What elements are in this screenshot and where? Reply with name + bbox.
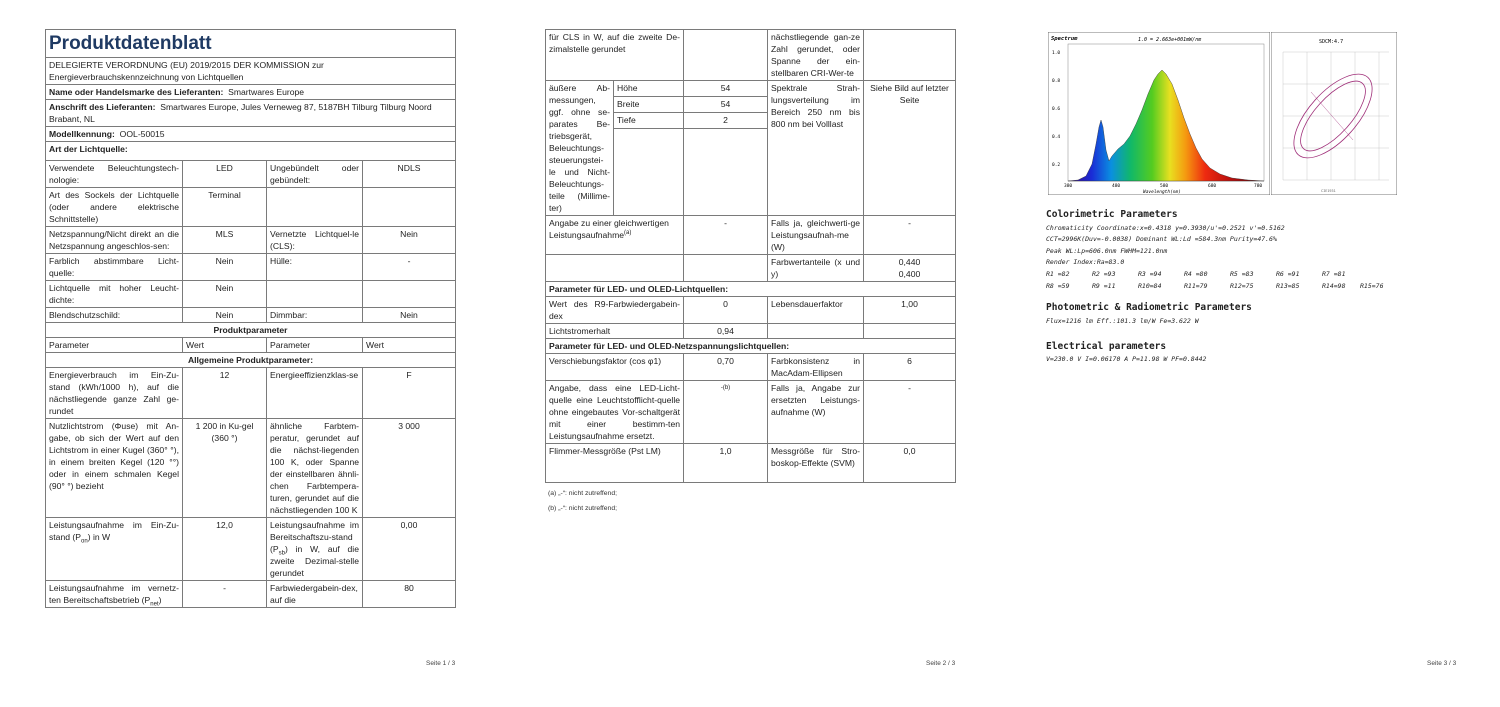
param-name: Lichtstromerhalt [546,324,684,339]
param-name: Lebensdauerfaktor [768,297,864,324]
col-value: Wert [363,338,456,353]
param-name: Falls ja, Angabe zur ersetzten Leistungs-aufnahme (W) [768,381,864,444]
photometric-line: Flux=1216 lm Eff.:101.3 lm/W Fe=3.622 W [1046,317,1199,325]
table-row [46,188,456,227]
param-name: Ungebündelt oder gebündelt: [267,161,363,188]
footnote-a: (a) „-“: nicht zutreffend; [548,490,618,497]
sdcm-frame [1271,32,1397,195]
y-tick: 0.8 [1052,79,1061,84]
model-label: Modellkennung: [49,129,115,139]
render-index-value: R4 =80 [1184,270,1208,278]
render-index-value: R9 =11 [1092,282,1116,290]
param-value: 0 [684,297,768,324]
param-name: Falls ja, gleichwerti-ge Leistungsaufnah-me (W) [768,216,864,255]
datasheet-table-2 [545,29,956,483]
sdcm-chart [1271,32,1397,195]
param-name: Vernetzte Lichtquel-le (CLS): [267,227,363,254]
table-row [546,444,956,483]
spectrum-label: Spectrum [1051,36,1078,42]
page-2 [500,0,990,707]
spectrum-chart [1048,32,1270,195]
empty-cell [864,324,956,339]
height-label: Höhe [614,81,684,97]
page-footer: Seite 2 / 3 [926,660,956,667]
x-tick: 580 [1160,184,1169,189]
param-value: - [864,216,956,255]
model-row [46,127,456,142]
param-name: nächstliegende gan-ze Zahl gerundet, oder Spanne der ein-stellbaren CRI-Wer-te [768,30,864,81]
page-footer: Seite 1 / 3 [426,660,456,667]
param-value: 12 [183,368,267,419]
param-value: 0,0 [864,444,956,483]
render-index-value: R10=84 [1138,282,1162,290]
param-value [363,281,456,308]
width-value: 54 [684,97,768,113]
render-index-value: R8 =59 [1046,282,1070,290]
param-value: - [183,581,267,608]
param-value: -(b) [684,381,768,444]
section-heading: Art der Lichtquelle: [46,142,456,161]
param-name: Farbwiedergabein-dex, auf die [267,581,363,608]
x-tick: 680 [1208,184,1217,189]
table-row [46,518,456,581]
param-name: Blendschutzschild: [46,308,183,323]
spectrum-formula: 1.0 = 2.663e+001mW/nm [1138,37,1202,43]
col-param: Parameter [46,338,183,353]
x-tick: 780 [1254,184,1263,189]
regulation-text: DELEGIERTE VERORDNUNG (EU) 2019/2015 DER KOMMISSION zur Energieverbrauchskennzeichnung von Lichtquellen [46,58,456,85]
empty-cell [684,129,768,216]
model-value: OOL-50015 [119,129,165,139]
render-index-value: R6 =91 [1276,270,1300,278]
param-value [684,30,768,81]
y-tick: 0.2 [1052,163,1061,168]
table-row [546,81,956,97]
address-label: Anschrift des Lieferanten: [49,102,156,112]
param-name: Leistungsaufnahme im Ein-Zu-stand $(P_{on})$ in W [46,518,183,581]
param-value [864,30,956,81]
x-tick: 380 [1064,184,1073,189]
table-row [46,308,456,323]
empty-cell [684,255,768,282]
render-index-value: R1 =82 [1046,270,1070,278]
param-name: Dimmbar: [267,308,363,323]
param-value: 3 000 [363,419,456,518]
table-row [546,381,956,444]
param-name: Farblich abstimmbare Licht-quelle: [46,254,183,281]
param-value: F [363,368,456,419]
address-value: Smartwares Europe, Jules Verneweg 87, 5187BH Tilburg Tilburg Noord Brabant, NL [49,102,432,124]
colorimetric-line: Peak WL:Lp=606.0nm FWHM=121.0nm [1046,247,1168,255]
section-heading: Parameter für LED- und OLED-Lichtquellen: [546,282,956,297]
empty-cell [614,129,684,216]
colorimetric-line: Chromaticity Coordinate:x=0.4318 y=0.3930/u'=0.2521 v'=0.5162 [1046,224,1285,232]
param-value: 0,440 0,400 [864,255,956,282]
param-name: ähnliche Farbtem-peratur, gerundet auf die nächst-liegenden 100 K, oder Spanne der einstellbaren ähnli-chen Farbtempera-turen, gerundet auf die nächstliegenden 100 K [267,419,363,518]
table-row [46,281,456,308]
colorimetric-line: Render Index:Ra=83.0 [1046,258,1125,266]
param-value: Siehe Bild auf letzter Seite [864,81,956,216]
param-value: - [864,381,956,444]
table-row [46,254,456,281]
param-value: 1,0 [684,444,768,483]
param-value: 1,00 [864,297,956,324]
param-value: 0,70 [684,354,768,381]
page-title: Produktdatenblatt [46,30,456,58]
render-index-value: R13=85 [1276,282,1300,290]
table-row [46,161,456,188]
param-value: LED [183,161,267,188]
param-value: 80 [363,581,456,608]
empty-cell [768,324,864,339]
col-param: Parameter [267,338,363,353]
param-name [267,188,363,227]
table-row [46,581,456,608]
param-name: Flimmer-Messgröße (Pst LM) [546,444,684,483]
param-value: Nein [183,254,267,281]
address-row [46,100,456,127]
table-row [46,419,456,518]
param-value: Nein [363,308,456,323]
param-name: für CLS in W, auf die zweite De-zimalstelle gerundet [546,30,684,81]
sdcm-label: SDCM:4.7 [1319,39,1344,45]
param-name: Hülle: [267,254,363,281]
param-name: Angabe zu einer gleichwertigen Leistungsaufnahme$^{(a)}$ [546,216,684,255]
param-value: 1 200 in Ku-gel (360 °) [183,419,267,518]
param-name: Nutzlichtstrom (Φuse) mit An-gabe, ob sich der Wert auf den Lichtstrom in einer Kugel (360° °), in einem breiten Kegel (120 °°) oder in einem schmalen Kegel (90° °) bezieht [46,419,183,518]
param-name: Wert des R9-Farbwiedergabein-dex [546,297,684,324]
table-row [546,30,956,81]
render-index-value: R3 =94 [1138,270,1162,278]
render-index-value: R7 =81 [1322,270,1346,278]
footnote-b: (b) „-“: nicht zutreffend; [548,505,618,512]
param-value: - [363,254,456,281]
render-index-value: R11=79 [1184,282,1208,290]
electrical-heading: Electrical parameters [1046,341,1167,352]
product-params-heading: Produktparameter [46,323,456,338]
x-tick: 480 [1112,184,1121,189]
render-index-value: R14=98 [1322,282,1346,290]
supplier-value: Smartwares Europe [228,87,305,97]
sdcm-caption: CIE1931 [1321,189,1336,193]
col-value: Wert [183,338,267,353]
param-value: NDLS [363,161,456,188]
page-1 [0,0,490,707]
param-name: Energieverbrauch im Ein-Zu-stand (kWh/1000 h), auf die nächstliegende ganze Zahl ge-rundet [46,368,183,419]
param-value: - [684,216,768,255]
param-name: Leistungsaufnahme im Bereitschaftszu-stand $(P_{sb})$ in W, auf die zweite Dezimal-stelle gerundet [267,518,363,581]
param-value: 6 [864,354,956,381]
colorimetric-heading: Colorimetric Parameters [1046,209,1178,220]
colorimetric-line: CCT=2996K(Duv=-0.0038) Dominant WL:Ld =584.3nm Purity=47.6% [1046,235,1277,243]
param-name: Netzspannung/Nicht direkt an die Netzspannung angeschlos-sen: [46,227,183,254]
render-index-value: R2 =93 [1092,270,1116,278]
empty-cell [546,255,684,282]
param-value [363,188,456,227]
page-footer: Seite 3 / 3 [1427,660,1457,667]
section-heading: Parameter für LED- und OLED-Netzspannungslichtquellen: [546,339,956,354]
electrical-line: V=230.0 V I=0.06170 A P=11.98 W PF=0.8442 [1046,355,1207,363]
height-value: 54 [684,81,768,97]
param-value: Terminal [183,188,267,227]
supplier-label: Name oder Handelsmarke des Lieferanten: [49,87,224,97]
param-name: Farbkonsistenz in MacAdam-Ellipsen [768,354,864,381]
dimensions-label: äußere Ab-messungen, ggf. ohne se-parates Be-triebsgerät, Beleuchtungs-steuerungstei-le und Nicht-Beleuchtungs-teile (Millime-ter) [546,81,614,216]
y-tick: 0.6 [1052,107,1061,112]
param-name [267,281,363,308]
y-tick: 1.0 [1052,51,1061,56]
depth-value: 2 [684,113,768,129]
table-row [546,255,956,282]
depth-label: Tiefe [614,113,684,129]
datasheet-table-1 [45,29,456,608]
y-tick: 0.4 [1052,135,1061,140]
param-name: Lichtquelle mit hoher Leucht-dichte: [46,281,183,308]
photometric-heading: Photometric & Radiometric Parameters [1046,302,1252,313]
param-name: Art des Sockels der Lichtquelle (oder andere elektrische Schnittstelle) [46,188,183,227]
render-index-value: R12=75 [1230,282,1254,290]
param-name: Leistungsaufnahme im vernetz-ten Bereitschaftsbetrieb $(P_{net})$ [46,581,183,608]
param-name: Farbwertanteile (x und y) [768,255,864,282]
x-axis-label: Wavelength(nm) [1143,190,1181,195]
table-row [46,368,456,419]
param-value: MLS [183,227,267,254]
width-label: Breite [614,97,684,113]
param-name: Verschiebungsfaktor (cos φ1) [546,354,684,381]
param-name: Energieeffizienzklas-se [267,368,363,419]
table-row [46,227,456,254]
param-name: Angabe, dass eine LED-Licht-quelle eine Leuchtstofflicht-quelle ohne eingebautes Vor-schaltgerät mit einer bestimm-ten Leistungsaufnahme ersetzt. [546,381,684,444]
param-value: 0,00 [363,518,456,581]
table-row [546,354,956,381]
param-value: Nein [363,227,456,254]
column-header-row [46,338,456,353]
render-index-value: R15=76 [1360,282,1384,290]
general-params-heading: Allgemeine Produktparameter: [46,353,456,368]
param-name: Verwendete Beleuchtungstech-nologie: [46,161,183,188]
param-value: Nein [183,281,267,308]
param-value: 0,94 [684,324,768,339]
param-name: Spektrale Strah-lungsverteilung im Bereich 250 nm bis 800 nm bei Volllast [768,81,864,216]
param-name: Messgröße für Stro-boskop-Effekte (SVM) [768,444,864,483]
page-3 [1000,0,1500,707]
table-row [546,324,956,339]
table-row [546,297,956,324]
param-value: 12,0 [183,518,267,581]
supplier-row [46,85,456,100]
param-value: Nein [183,308,267,323]
table-row [546,216,956,255]
render-index-value: R5 =83 [1230,270,1254,278]
